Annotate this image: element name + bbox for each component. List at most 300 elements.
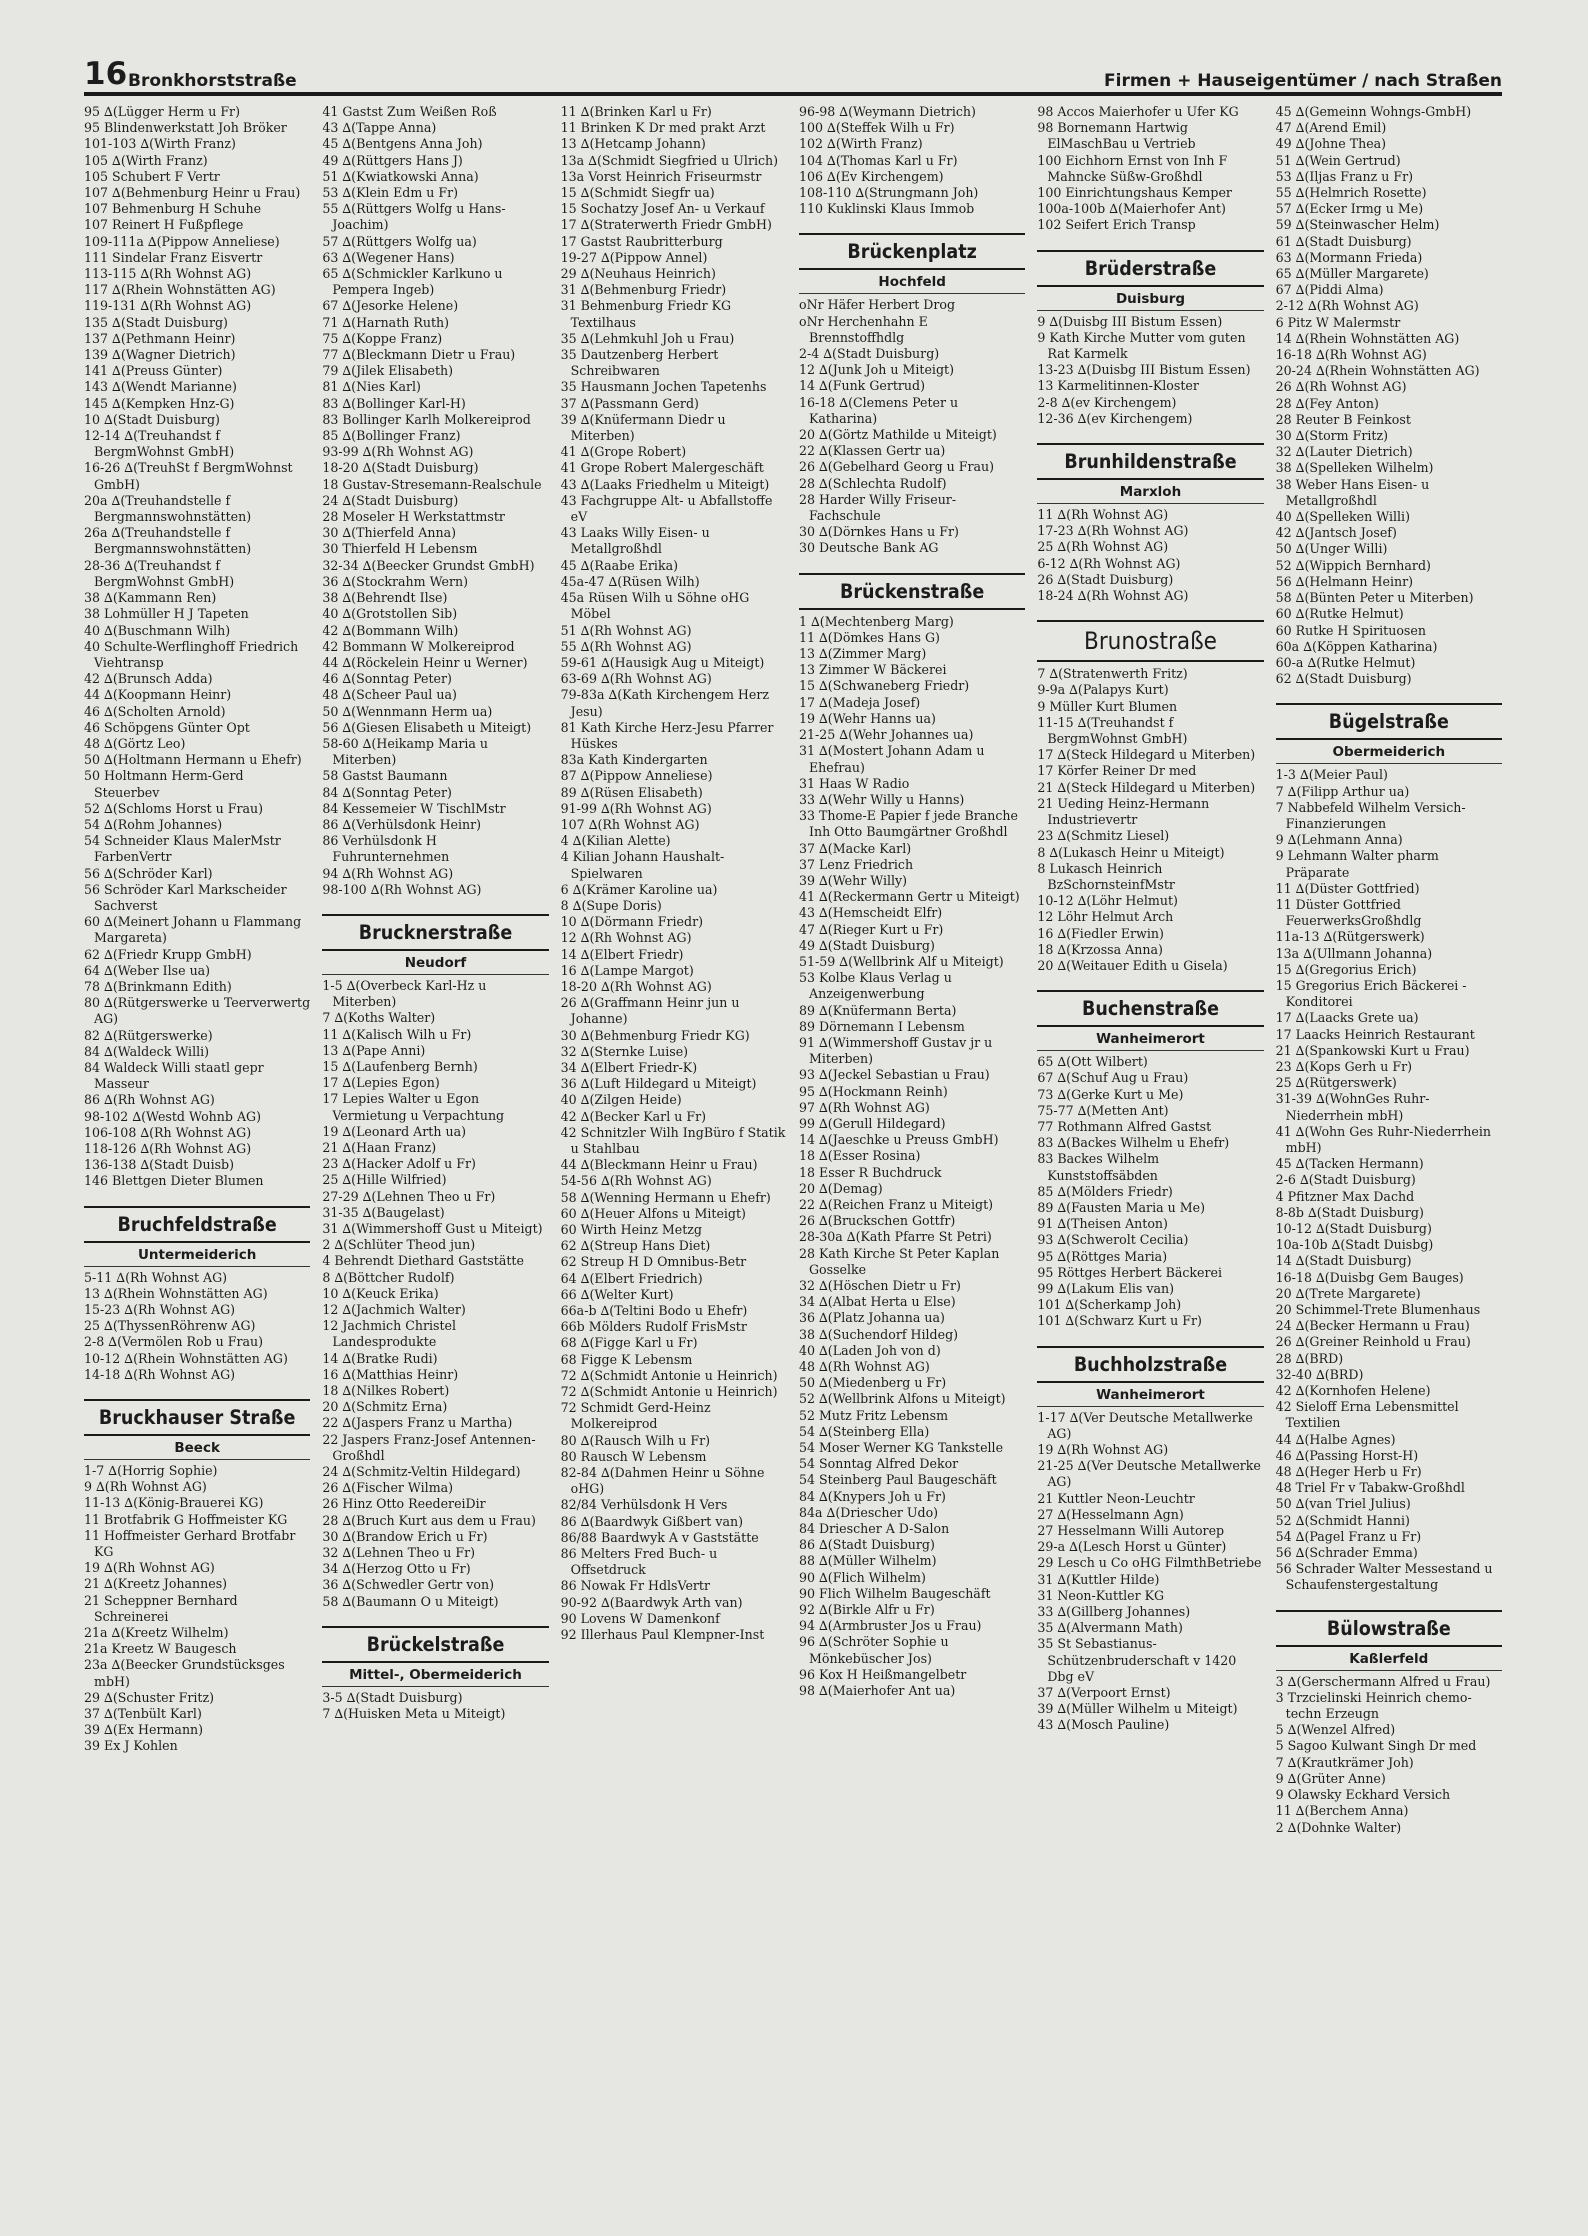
- directory-entry: 7 ∆(Huisken Meta u Miteigt): [322, 1706, 506, 1722]
- directory-entry: 84 Kessemeier W TischlMstr: [322, 800, 506, 816]
- directory-entry: 75-77 ∆(Metten Ant): [1037, 1102, 1169, 1118]
- directory-entry: 96 Kox H Heißmangelbetr: [798, 1666, 967, 1682]
- directory-entry: 38 ∆(Behrendt Ilse): [322, 590, 448, 606]
- directory-entry: 56 ∆(Helmann Heinr): [1275, 573, 1414, 589]
- directory-entry: 20 ∆(Trete Margarete): [1275, 1285, 1421, 1301]
- directory-entry: 6 ∆(Krämer Karoline ua): [560, 881, 718, 897]
- directory-entry: 89 ∆(Knüfermann Berta): [798, 1002, 957, 1018]
- district-heading: Beeck: [84, 1440, 310, 1460]
- directory-entry: 80 Rausch W Lebensm: [560, 1448, 707, 1464]
- directory-entry: 7 ∆(Stratenwerth Fritz): [1037, 666, 1188, 682]
- directory-entry: 66b Mölders Rudolf FrisMstr: [560, 1319, 747, 1335]
- directory-entry: 60a ∆(Köppen Katharina): [1275, 638, 1438, 654]
- directory-entry: 7 Nabbefeld Wilhelm Versich-Finanzierungen: [1275, 799, 1466, 831]
- directory-entry: 35 Hausmann Jochen Tapetenhs: [560, 379, 767, 395]
- directory-entry: 35 ∆(Alvermann Math): [1037, 1620, 1183, 1636]
- directory-entry: 98-102 ∆(Westd Wohnb AG): [84, 1108, 262, 1124]
- directory-entry: 42 ∆(Bommann Wilh): [322, 622, 459, 638]
- directory-entry: 62 ∆(Stadt Duisburg): [1275, 671, 1412, 687]
- directory-entry: 15 ∆(Laufenberg Bernh): [322, 1058, 478, 1074]
- directory-entry: 2-8 ∆(ev Kirchengem): [1037, 394, 1177, 410]
- directory-entry: 20 Schimmel-Trete Blumenhaus: [1275, 1302, 1481, 1318]
- directory-entry: 35 ∆(Lehmkuhl Joh u Frau): [560, 330, 735, 346]
- directory-entry: 36 ∆(Stockrahm Wern): [322, 573, 469, 589]
- directory-entry: 65 ∆(Schmickler Karlkuno u Pempera Ingeb): [322, 266, 503, 298]
- directory-entry: 18-20 ∆(Rh Wohnst AG): [560, 978, 712, 994]
- directory-entry: 67 ∆(Piddi Alma): [1275, 282, 1384, 298]
- directory-entry: 28 Kath Kirche St Peter Kaplan Gosselke: [798, 1245, 1000, 1277]
- directory-entry: 10-12 ∆(Stadt Duisburg): [1275, 1221, 1432, 1236]
- directory-entry: 14 ∆(Elbert Friedr): [560, 946, 684, 962]
- directory-entry: 2-4 ∆(Stadt Duisburg): [798, 346, 940, 362]
- directory-entry: 92 ∆(Birkle Alfr u Fr): [798, 1602, 935, 1618]
- directory-entry: oNr Häfer Herbert Drog: [798, 297, 956, 313]
- directory-entry: 28 ∆(Fey Anton): [1275, 395, 1379, 411]
- directory-entry: 56 ∆(Schrader Emma): [1275, 1545, 1418, 1561]
- directory-entry: 61 ∆(Stadt Duisburg): [1275, 233, 1412, 249]
- directory-entry: 45 ∆(Bentgens Anna Joh): [322, 136, 483, 152]
- directory-entry: 17 Körfer Reiner Dr med: [1037, 763, 1197, 779]
- directory-entry: 50 ∆(Holtmann Hermann u Ehefr): [84, 752, 302, 768]
- directory-entry: 16 ∆(Lampe Margot): [560, 962, 694, 978]
- directory-entry: 21 ∆(Spankowski Kurt u Frau): [1275, 1042, 1470, 1058]
- directory-entry: 68 ∆(Figge Karl u Fr): [560, 1335, 698, 1351]
- directory-entry: 100a-100b ∆(Maierhofer Ant): [1037, 201, 1226, 217]
- directory-entry: 43 Laaks Willy Eisen- u Metallgroßhdl: [560, 525, 710, 557]
- directory-entry: 58 ∆(Wenning Hermann u Ehefr): [560, 1189, 771, 1205]
- directory-entry: 19 ∆(Wehr Hanns ua): [798, 710, 936, 726]
- directory-entry: 23a ∆(Beecker Grundstücksges mbH): [84, 1657, 285, 1689]
- directory-entry: 107 Reinert H Fußpflege: [84, 217, 244, 233]
- directory-entry: 11 ∆(Dömkes Hans G): [798, 629, 940, 645]
- directory-entry: 21a ∆(Kreetz Wilhelm): [84, 1625, 229, 1641]
- directory-entry: 45 ∆(Tacken Hermann): [1275, 1156, 1424, 1172]
- district-heading: Untermeiderich: [84, 1247, 310, 1267]
- street-heading: Brückenstraße: [799, 573, 1025, 610]
- directory-entry: 38 ∆(Spelleken Wilhelm): [1275, 460, 1434, 476]
- directory-entry: 11 ∆(Berchem Anna): [1275, 1803, 1409, 1819]
- directory-entry: 4 Kilian Johann Haushalt-Spielwaren: [560, 849, 725, 881]
- directory-entry: 7 ∆(Krautkrämer Joh): [1275, 1754, 1414, 1770]
- directory-entry: 11 Düster Gottfried FeuerwerksGroßhdlg: [1275, 896, 1422, 929]
- directory-entry: 96-98 ∆(Weymann Dietrich): [798, 104, 976, 119]
- directory-entry: 47 ∆(Arend Emil): [1275, 120, 1387, 136]
- directory-entry: 60 ∆(Rutke Helmut): [1275, 606, 1404, 622]
- directory-entry: 7 ∆(Koths Walter): [322, 1010, 436, 1026]
- directory-entry: 38 ∆(Suchendorf Hildeg): [798, 1326, 959, 1342]
- district-heading: Neudorf: [322, 955, 548, 975]
- directory-entry: 1-7 ∆(Horrig Sophie): [84, 1463, 218, 1479]
- directory-entry: 19-27 ∆(Pippow Annel): [560, 249, 708, 265]
- directory-entry: 100 Einrichtungshaus Kemper: [1037, 185, 1232, 201]
- directory-entry: 63 ∆(Wegener Hans): [322, 249, 455, 265]
- directory-entry: 19 ∆(Rh Wohnst AG): [84, 1560, 215, 1576]
- directory-entry: 86 ∆(Verhülsdonk Heinr): [322, 816, 482, 832]
- directory-entry: 42 Bommann W Molkereiprod: [322, 638, 515, 654]
- directory-entry: 86 ∆(Stadt Duisburg): [798, 1537, 935, 1553]
- directory-entry: 8 Lukasch Heinrich BzSchornsteinfMstr: [1037, 860, 1175, 892]
- directory-entry: 31 ∆(Kuttler Hilde): [1037, 1571, 1160, 1587]
- directory-entry: 40 Schulte-Werflinghoff Friedrich Viehtransp: [84, 638, 299, 670]
- directory-entry: 9 Müller Kurt Blumen: [1037, 698, 1178, 714]
- directory-entry: 91-99 ∆(Rh Wohnst AG): [560, 800, 712, 816]
- directory-entry: 28 Moseler H Werkstattmstr: [322, 509, 505, 525]
- directory-entry: 33 ∆(Gillberg Johannes): [1037, 1604, 1191, 1620]
- directory-entry: 102 ∆(Wirth Franz): [798, 136, 923, 152]
- directory-entry: 13 ∆(Pape Anni): [322, 1042, 426, 1058]
- directory-entry: 65 ∆(Müller Margarete): [1275, 266, 1429, 282]
- directory-entry: 99 ∆(Lakum Elis van): [1037, 1280, 1174, 1296]
- directory-entry: 17 Lepies Walter u Egon Vermietung u Verpachtung: [322, 1091, 505, 1123]
- directory-entry: 86 ∆(Rh Wohnst AG): [84, 1092, 215, 1108]
- street-heading: Bülowstraße: [1276, 1610, 1502, 1647]
- directory-entry: 136-138 ∆(Stadt Duisb): [84, 1157, 235, 1173]
- directory-entry: 31 Haas W Radio: [798, 775, 910, 791]
- directory-entry: 18 ∆(Krzossa Anna): [1037, 941, 1163, 957]
- directory-entry: 68 Figge K Lebensm: [560, 1351, 693, 1367]
- directory-entry: 32-40 ∆(BRD): [1275, 1366, 1364, 1382]
- directory-entry: 55 ∆(Helmrich Rosette): [1275, 185, 1427, 201]
- directory-entry: 30 ∆(Brandow Erich u Fr): [322, 1528, 488, 1544]
- directory-entry: 95 Röttges Herbert Bäckerei: [1037, 1264, 1222, 1280]
- street-heading: Brunostraße: [1037, 620, 1263, 662]
- directory-entry: 137 ∆(Pethmann Heinr): [84, 330, 236, 346]
- directory-entry: 20a ∆(Treuhandstelle f Bergmannswohnstätten): [84, 492, 252, 525]
- directory-entry: 16 ∆(Matthias Heinr): [322, 1366, 459, 1382]
- directory-entry: 94 ∆(Armbruster Jos u Frau): [798, 1618, 982, 1634]
- directory-entry: 10-12 ∆(Rhein Wohnstätten AG): [84, 1350, 288, 1366]
- directory-entry: 8 ∆(Supe Doris): [560, 897, 662, 913]
- directory-entry: 31-39 ∆(WohnGes Ruhr-Niederrhein mbH): [1275, 1091, 1430, 1123]
- directory-entry: 24 ∆(Stadt Duisburg): [322, 492, 459, 508]
- directory-entry: 3 ∆(Gerschermann Alfred u Frau): [1275, 1673, 1491, 1689]
- directory-entry: 39 ∆(Knüfermann Diedr u Miterben): [560, 411, 726, 444]
- directory-entry: 60 Rutke H Spirituosen: [1275, 622, 1426, 638]
- directory-entry: 43 ∆(Mosch Pauline): [1037, 1717, 1170, 1733]
- directory-entry: 41 ∆(Wohn Ges Ruhr-Niederrhein mbH): [1275, 1123, 1492, 1155]
- directory-entry: 40 ∆(Grotstollen Sib): [322, 606, 458, 622]
- directory-entry: 1-5 ∆(Overbeck Karl-Hz u Miterben): [322, 977, 487, 1010]
- directory-entry: 26 ∆(Fischer Wilma): [322, 1480, 454, 1496]
- directory-entry: 38 Weber Hans Eisen- u Metallgroßhdl: [1275, 476, 1430, 508]
- directory-entry: 17 ∆(Madeja Josef): [798, 694, 921, 710]
- directory-entry: 36 ∆(Platz Johanna ua): [798, 1310, 945, 1326]
- street-heading: Brunhildenstraße: [1037, 443, 1263, 480]
- directory-entry: 60-a ∆(Rutke Helmut): [1275, 654, 1416, 670]
- directory-entry: 40 ∆(Buschmann Wilh): [84, 622, 231, 638]
- directory-entry: 17-23 ∆(Rh Wohnst AG): [1037, 523, 1189, 539]
- directory-entry: 44 ∆(Röckelein Heinr u Werner): [322, 654, 528, 670]
- directory-entry: 43 ∆(Hemscheidt Elfr): [798, 905, 943, 921]
- directory-entry: 32 ∆(Lehnen Theo u Fr): [322, 1545, 476, 1561]
- directory-entry: 28 ∆(Schlechta Rudolf): [798, 475, 947, 491]
- directory-entry: 99 ∆(Gerull Hildegard): [798, 1115, 946, 1131]
- directory-entry: 17 Laacks Heinrich Restaurant: [1275, 1026, 1475, 1042]
- directory-entry: 78 ∆(Brinkmann Edith): [84, 978, 232, 994]
- directory-entry: 26 ∆(Bruckschen Gottfr): [798, 1213, 956, 1229]
- directory-entry: 18 ∆(Nilkes Robert): [322, 1383, 450, 1399]
- directory-entry: 101 ∆(Scherkamp Joh): [1037, 1297, 1182, 1313]
- directory-entry: 13 Karmelitinnen-Kloster: [1037, 378, 1199, 394]
- directory-entry: 80 ∆(Rausch Wilh u Fr): [560, 1432, 711, 1448]
- directory-entry: 22 Jaspers Franz-Josef Antennen-Großhdl: [322, 1431, 536, 1463]
- directory-entry: 98-100 ∆(Rh Wohnst AG): [322, 881, 482, 897]
- directory-entry: 26 ∆(Gebelhard Georg u Frau): [798, 459, 995, 475]
- directory-entry: 91 ∆(Wimmershoff Gustav jr u Miterben): [798, 1034, 993, 1067]
- directory-entry: 9 Kath Kirche Mutter vom guten Rat Karmelk: [1037, 329, 1246, 362]
- directory-entry: 52 ∆(Wippich Bernhard): [1275, 557, 1431, 573]
- header-section: Firmen + Hauseigentümer / nach Straßen: [1104, 71, 1502, 91]
- directory-entry: 9 Lehmann Walter pharm Präparate: [1275, 848, 1439, 880]
- directory-entry: 50 ∆(van Triel Julius): [1275, 1496, 1411, 1512]
- directory-entry: 25 ∆(Rh Wohnst AG): [1037, 539, 1169, 555]
- directory-entry: 24 ∆(Becker Hermann u Frau): [1275, 1318, 1470, 1334]
- directory-entry: 7 ∆(Filipp Arthur ua): [1275, 783, 1410, 799]
- directory-entry: 12-36 ∆(ev Kirchengem): [1037, 410, 1193, 426]
- directory-entry: 54 Moser Werner KG Tankstelle: [798, 1440, 1004, 1456]
- directory-entry: 18 Esser R Buchdruck: [798, 1164, 942, 1180]
- directory-entry: 9 Olawsky Eckhard Versich: [1275, 1787, 1451, 1803]
- directory-entry: 66a-b ∆(Teltini Bodo u Ehefr): [560, 1303, 748, 1319]
- directory-entry: 11 Brotfabrik G Hoffmeister KG: [84, 1511, 288, 1527]
- directory-entry: 51-59 ∆(Wellbrink Alf u Miteigt): [798, 953, 1004, 969]
- directory-entry: 54 ∆(Rohm Johannes): [84, 816, 223, 832]
- directory-entry: 55 ∆(Rüttgers Wolfg u Hans-Joachim): [322, 201, 506, 233]
- directory-entry: 21-25 ∆(Ver Deutsche Metallwerke AG): [1037, 1458, 1261, 1490]
- directory-entry: 21 ∆(Haan Franz): [322, 1139, 437, 1155]
- directory-entry: 19 ∆(Rh Wohnst AG): [1037, 1441, 1169, 1457]
- directory-entry: 32 ∆(Sternke Luise): [560, 1043, 689, 1059]
- directory-entry: 41 ∆(Grope Robert): [560, 444, 687, 460]
- directory-columns: [84, 104, 1502, 2204]
- directory-entry: 48 ∆(Görtz Leo): [84, 735, 186, 751]
- directory-entry: 17 ∆(Straterwerth Friedr GmbH): [560, 217, 772, 233]
- directory-entry: 82-84 ∆(Dahmen Heinr u Söhne oHG): [560, 1465, 765, 1497]
- directory-entry: 45 ∆(Gemeinn Wohngs-GmbH): [1275, 104, 1472, 119]
- directory-entry: 21-25 ∆(Wehr Johannes ua): [798, 727, 974, 743]
- directory-entry: 84 ∆(Sonntag Peter): [322, 784, 452, 800]
- directory-entry: 17 ∆(Steck Hildegard u Miterben): [1037, 747, 1256, 763]
- directory-entry: 39 Ex J Kohlen: [84, 1738, 178, 1754]
- directory-entry: 37 ∆(Tenbült Karl): [84, 1706, 202, 1722]
- district-heading: Marxloh: [1037, 484, 1263, 504]
- directory-entry: 84 Waldeck Willi staatl gepr Masseur: [84, 1059, 264, 1092]
- directory-entry: 14 ∆(Bratke Rudi): [322, 1350, 438, 1366]
- directory-entry: 34 ∆(Elbert Friedr-K): [560, 1059, 698, 1075]
- directory-entry: 17 Gastst Raubritterburg: [560, 233, 723, 249]
- directory-entry: 86/88 Baardwyk A v Gaststätte: [560, 1529, 759, 1545]
- directory-entry: 95 ∆(Hockmann Reinh): [798, 1083, 948, 1099]
- directory-entry: 32 ∆(Höschen Dietr u Fr): [798, 1278, 961, 1293]
- directory-entry: 4 ∆(Kilian Alette): [560, 833, 671, 849]
- directory-entry: 72 ∆(Schmidt Antonie u Heinrich): [560, 1384, 778, 1400]
- directory-entry: oNr Herchenhahn E Brennstoffhdlg: [798, 313, 928, 345]
- directory-entry: 45a Rüsen Wilh u Söhne oHG Möbel: [560, 590, 750, 622]
- directory-entry: 10a-10b ∆(Stadt Duisbg): [1275, 1237, 1434, 1253]
- directory-entry: 14 ∆(Funk Gertrud): [798, 378, 926, 394]
- directory-entry: 45 ∆(Raabe Erika): [560, 557, 678, 573]
- directory-entry: 67 ∆(Schuf Aug u Frau): [1037, 1070, 1189, 1086]
- directory-entry: 42 ∆(Jantsch Josef): [1275, 525, 1397, 541]
- directory-entry: 5 Sagoo Kulwant Singh Dr med: [1275, 1738, 1477, 1754]
- directory-entry: 11-13 ∆(König-Brauerei KG): [84, 1495, 264, 1511]
- directory-entry: 83 Backes Wilhelm Kunststoffsäbden: [1037, 1151, 1160, 1183]
- directory-entry: 31 ∆(Wimmershoff Gust u Miteigt): [322, 1221, 543, 1236]
- directory-entry: 55 ∆(Rh Wohnst AG): [560, 638, 692, 654]
- directory-entry: 12 ∆(Jachmich Walter): [322, 1302, 466, 1318]
- directory-entry: 16-26 ∆(TreuhSt f BergmWohnst GmbH): [84, 460, 293, 492]
- directory-entry: 83a Kath Kindergarten: [560, 752, 708, 768]
- directory-entry: 118-126 ∆(Rh Wohnst AG): [84, 1141, 252, 1156]
- directory-entry: 93-99 ∆(Rh Wohnst AG): [322, 444, 474, 460]
- directory-entry: 39 ∆(Müller Wilhelm u Miteigt): [1037, 1701, 1238, 1717]
- directory-entry: 58 ∆(Bünten Peter u Miterben): [1275, 590, 1474, 606]
- directory-entry: 36 ∆(Schwedler Gertr von): [322, 1577, 494, 1593]
- directory-entry: 72 Schmidt Gerd-Heinz Molkereiprod: [560, 1400, 711, 1432]
- street-heading: Buchholzstraße: [1037, 1346, 1263, 1383]
- directory-entry: 60 ∆(Heuer Alfons u Miteigt): [560, 1205, 746, 1221]
- directory-entry: 26a ∆(Treuhandstelle f Bergmannswohnstätten): [84, 525, 252, 557]
- directory-entry: 62 ∆(Streup Hans Diet): [560, 1238, 711, 1254]
- directory-entry: 86 Melters Fred Buch- u Offsetdruck: [560, 1546, 718, 1578]
- directory-entry: 2 ∆(Schlüter Theod jun): [322, 1237, 476, 1253]
- directory-entry: 83 ∆(Backes Wilhelm u Ehefr): [1037, 1135, 1230, 1151]
- directory-entry: 33 Thome-E Papier f jede Branche Inh Otto Baumgärtner Großhdl: [798, 808, 1018, 840]
- directory-entry: 85 ∆(Bollinger Franz): [322, 428, 461, 444]
- directory-entry: 3-5 ∆(Stadt Duisburg): [322, 1689, 463, 1705]
- directory-entry: 20 ∆(Weitauer Edith u Gisela): [1037, 957, 1228, 973]
- directory-entry: 94 ∆(Rh Wohnst AG): [322, 865, 454, 881]
- directory-entry: 107 ∆(Rh Wohnst AG): [560, 816, 700, 832]
- directory-entry: 18 Gustav-Stresemann-Realschule: [322, 476, 542, 492]
- street-heading: Brückenplatz: [799, 233, 1025, 270]
- directory-entry: 65 ∆(Ott Wilbert): [1037, 1054, 1148, 1070]
- directory-entry: 84a ∆(Driescher Udo): [798, 1504, 939, 1520]
- directory-entry: 26 Hinz Otto ReedereiDir: [322, 1496, 486, 1512]
- directory-entry: 40 ∆(Zilgen Heide): [560, 1092, 682, 1108]
- directory-entry: 28-30a ∆(Kath Pfarre St Petri): [798, 1229, 992, 1245]
- directory-entry: 21 ∆(Steck Hildegard u Miterben): [1037, 779, 1256, 795]
- directory-entry: 28 ∆(Bruch Kurt aus dem u Frau): [322, 1512, 536, 1528]
- directory-entry: 13a Vorst Heinrich Friseurmstr: [560, 168, 762, 184]
- directory-entry: 4 Pfitzner Max Dachd: [1275, 1188, 1415, 1204]
- directory-entry: 92 Illerhaus Paul Klempner-Inst: [560, 1627, 765, 1643]
- directory-entry: 109-111a ∆(Pippow Anneliese): [84, 233, 280, 249]
- directory-entry: 15-23 ∆(Rh Wohnst AG): [84, 1302, 236, 1318]
- directory-entry: 8 ∆(Lukasch Heinr u Miteigt): [1037, 844, 1225, 860]
- directory-entry: 66 ∆(Welter Kurt): [560, 1286, 674, 1302]
- directory-entry: 6-12 ∆(Rh Wohnst AG): [1037, 555, 1181, 571]
- directory-entry: 15 ∆(Gregorius Erich): [1275, 961, 1417, 977]
- directory-entry: 18 ∆(Esser Rosina): [798, 1148, 921, 1164]
- directory-entry: 48 ∆(Rh Wohnst AG): [798, 1359, 930, 1375]
- street-heading: Brucknerstraße: [322, 914, 548, 951]
- directory-entry: 95 ∆(Lügger Herm u Fr): [84, 104, 240, 119]
- directory-entry: 41 ∆(Reckermann Gertr u Miteigt): [798, 889, 1020, 905]
- directory-entry: 43 Fachgruppe Alt- u Abfallstoffe eV: [560, 492, 773, 525]
- directory-entry: 63-69 ∆(Rh Wohnst AG): [560, 671, 712, 687]
- directory-entry: 11a-13 ∆(Rütgerswerk): [1275, 929, 1425, 945]
- directory-entry: 11 ∆(Rh Wohnst AG): [1037, 507, 1169, 523]
- directory-entry: 54 Schneider Klaus MalerMstr FarbenVertr: [84, 833, 281, 865]
- directory-entry: 32 ∆(Lauter Dietrich): [1275, 444, 1413, 460]
- directory-entry: 100 ∆(Steffek Wilh u Fr): [798, 120, 955, 136]
- directory-entry: 28-36 ∆(Treuhandst f BergmWohnst GmbH): [84, 557, 235, 589]
- directory-entry: 60 ∆(Meinert Johann u Flammang Margareta): [84, 914, 302, 946]
- directory-entry: 11-15 ∆(Treuhandst f BergmWohnst GmbH): [1037, 714, 1188, 747]
- directory-entry: 54 Steinberg Paul Baugeschäft: [798, 1472, 997, 1488]
- directory-entry: 15 ∆(Schmidt Siegfr ua): [560, 185, 715, 201]
- street-heading: Bügelstraße: [1276, 703, 1502, 740]
- directory-entry: 34 ∆(Albat Herta u Else): [798, 1294, 956, 1310]
- directory-entry: 97 ∆(Rh Wohnst AG): [798, 1099, 930, 1115]
- directory-entry: 85 ∆(Mölders Friedr): [1037, 1183, 1173, 1199]
- directory-entry: 38 Lohmüller H J Tapeten: [84, 606, 249, 622]
- directory-entry: 18-24 ∆(Rh Wohnst AG): [1037, 588, 1189, 604]
- directory-entry: 30 ∆(Behmenburg Friedr KG): [560, 1027, 750, 1043]
- directory-entry: 102 Seifert Erich Transp: [1037, 217, 1196, 233]
- directory-entry: 139 ∆(Wagner Dietrich): [84, 347, 236, 363]
- directory-entry: 41 Grope Robert Malergeschäft: [560, 460, 764, 476]
- directory-entry: 98 Accos Maierhofer u Ufer KG: [1037, 104, 1239, 119]
- directory-entry: 79 ∆(Jilek Elisabeth): [322, 363, 454, 379]
- directory-entry: 50 ∆(Miedenberg u Fr): [798, 1375, 947, 1391]
- directory-entry: 89 ∆(Fausten Maria u Me): [1037, 1199, 1205, 1215]
- directory-entry: 11 ∆(Brinken Karl u Fr): [560, 104, 712, 119]
- directory-entry: 98 ∆(Maierhofer Ant ua): [798, 1683, 956, 1699]
- header-street: Bronkhorststraße: [128, 71, 297, 91]
- directory-entry: 37 ∆(Verpoort Ernst): [1037, 1685, 1171, 1701]
- directory-entry: 59 ∆(Steinwascher Helm): [1275, 217, 1440, 233]
- directory-entry: 53 Kolbe Klaus Verlag u Anzeigenwerbung: [798, 970, 952, 1002]
- district-heading: Hochfeld: [799, 274, 1025, 294]
- directory-entry: 28 Reuter B Feinkost: [1275, 411, 1411, 427]
- directory-entry: 52 ∆(Schloms Horst u Frau): [84, 800, 264, 816]
- directory-entry: 73 ∆(Gerke Kurt u Me): [1037, 1086, 1184, 1102]
- directory-entry: 49 ∆(Johne Thea): [1275, 136, 1387, 152]
- directory-column: [322, 104, 548, 2204]
- directory-entry: 9 ∆(Grüter Anne): [1275, 1770, 1386, 1786]
- directory-entry: 14-18 ∆(Rh Wohnst AG): [84, 1366, 236, 1382]
- directory-entry: 45a-47 ∆(Rüsen Wilh): [560, 573, 700, 589]
- directory-entry: 58 ∆(Baumann O u Miteigt): [322, 1593, 499, 1609]
- district-heading: Kaßlerfeld: [1276, 1651, 1502, 1671]
- directory-entry: 29-a ∆(Lesch Horst u Günter): [1037, 1539, 1227, 1555]
- directory-entry: 27-29 ∆(Lehnen Theo u Fr): [322, 1188, 496, 1204]
- directory-entry: 108-110 ∆(Strungmann Joh): [798, 185, 979, 201]
- street-heading: Brüderstraße: [1037, 250, 1263, 287]
- directory-entry: 91 ∆(Theisen Anton): [1037, 1216, 1168, 1232]
- directory-entry: 79-83a ∆(Kath Kirchengem Herz Jesu): [560, 687, 770, 719]
- directory-entry: 51 ∆(Kwiatkowski Anna): [322, 168, 479, 184]
- directory-entry: 46 ∆(Passing Horst-H): [1275, 1447, 1419, 1463]
- directory-entry: 44 ∆(Halbe Agnes): [1275, 1431, 1396, 1447]
- directory-entry: 63 ∆(Mormann Frieda): [1275, 249, 1423, 265]
- directory-entry: 51 ∆(Rh Wohnst AG): [560, 622, 692, 638]
- directory-entry: 36 ∆(Luft Hildegard u Miteigt): [560, 1076, 757, 1092]
- directory-entry: 13a ∆(Schmidt Siegfried u Ulrich): [560, 152, 779, 168]
- directory-entry: 40 ∆(Laden Joh von d): [798, 1342, 941, 1358]
- directory-entry: 10 ∆(Dörmann Friedr): [560, 914, 704, 930]
- directory-entry: 113-115 ∆(Rh Wohnst AG): [84, 266, 252, 282]
- directory-entry: 31 ∆(Behmenburg Friedr): [560, 282, 727, 298]
- directory-entry: 54-56 ∆(Rh Wohnst AG): [560, 1173, 712, 1189]
- district-heading: Mittel-, Obermeiderich: [322, 1667, 548, 1687]
- directory-entry: 15 Gregorius Erich Bäckerei - Konditorei: [1275, 977, 1467, 1010]
- directory-entry: 81 Kath Kirche Herz-Jesu Pfarrer Hüskes: [560, 719, 774, 751]
- directory-entry: 47 ∆(Rieger Kurt u Fr): [798, 921, 944, 937]
- directory-entry: 117 ∆(Rhein Wohnstätten AG): [84, 282, 276, 298]
